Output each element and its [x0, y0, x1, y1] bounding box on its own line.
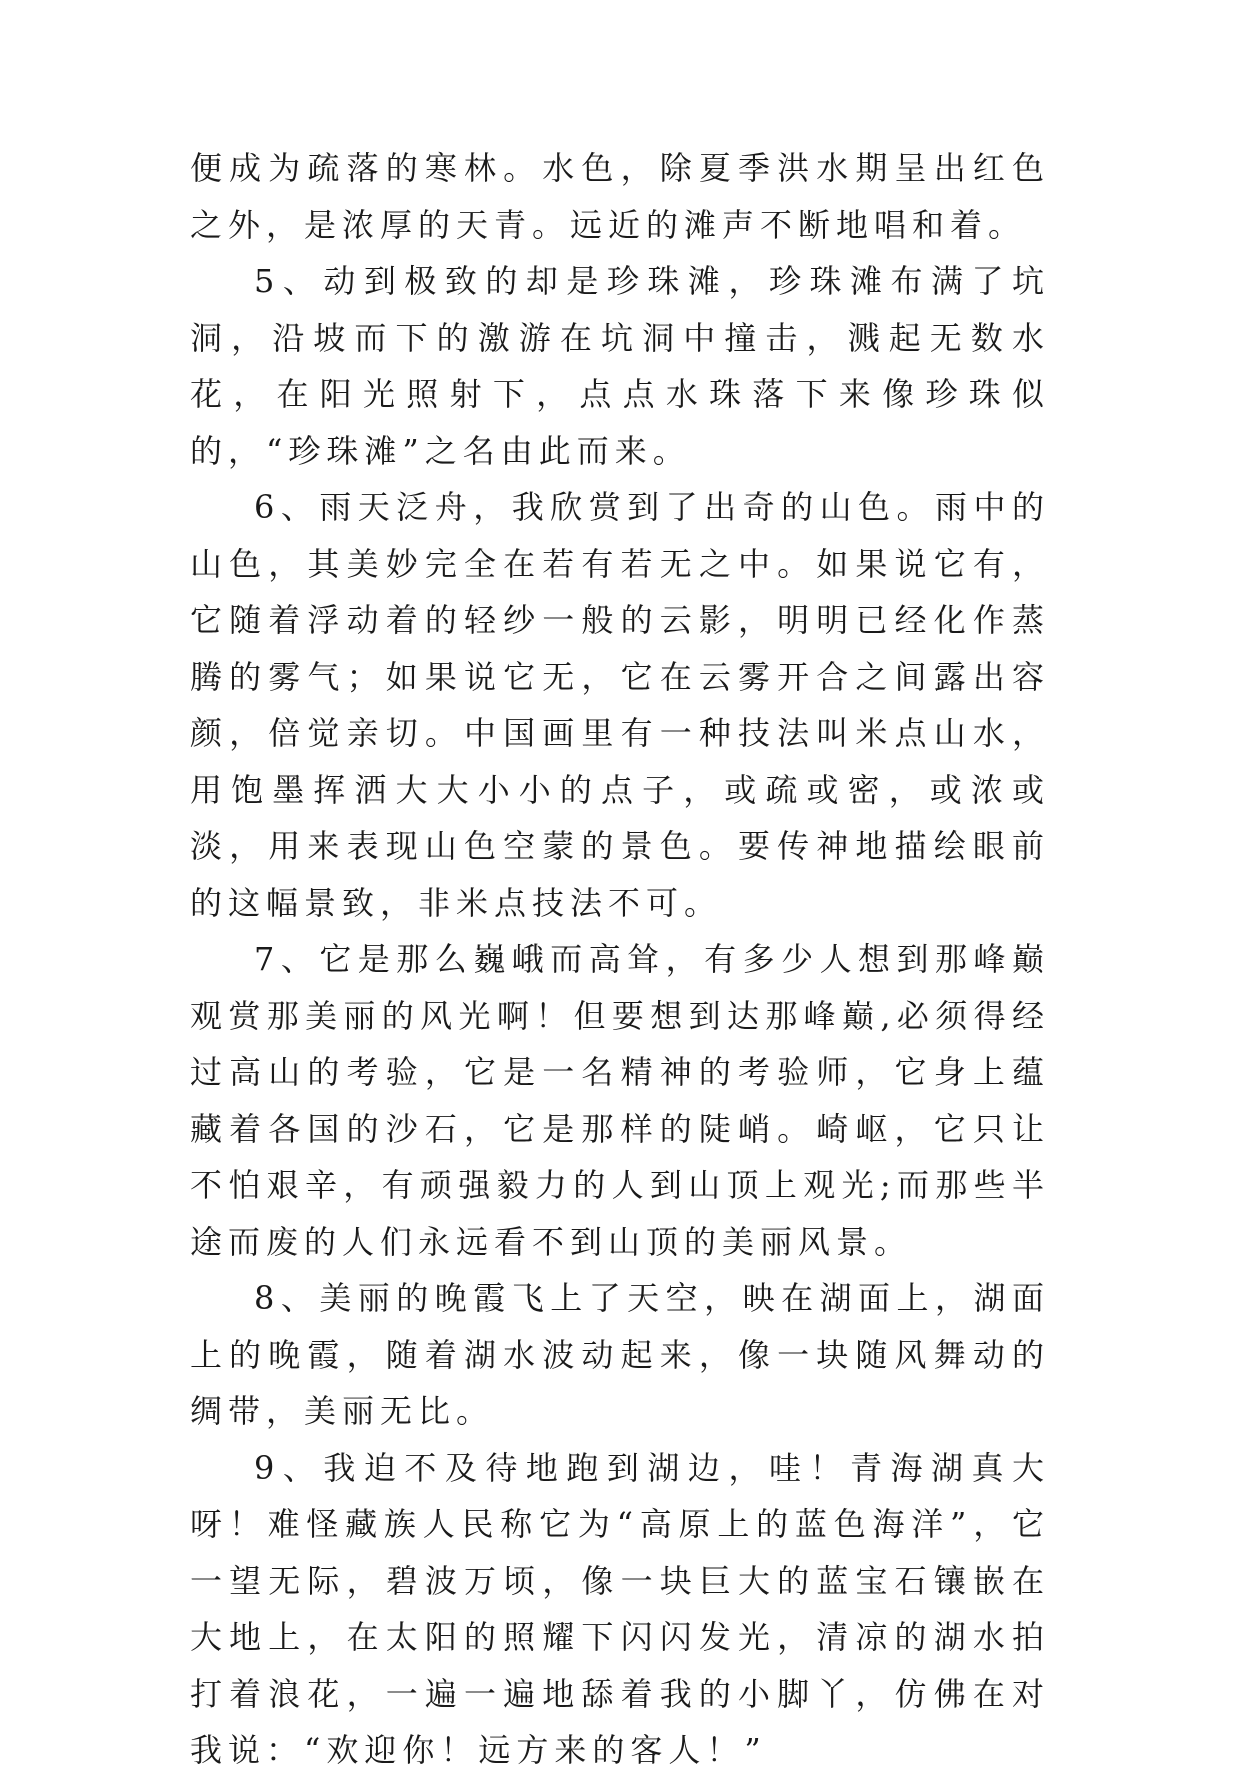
paragraph-9: 9、我迫不及待地跑到湖边，哇！青海湖真大呀！难怪藏族人民称它为“高原上的蓝色海洋”，它一望无际，碧波万顷，像一块巨大的蓝宝石镶嵌在大地上，在太阳的照耀下闪闪发光，清凉的湖水拍打着浪花，一遍一遍地舔着我的小脚丫，仿佛在对我说：“欢迎你！远方来的客人！”	[190, 1448, 1050, 1769]
paragraph-6: 6、雨天泛舟，我欣赏到了出奇的山色。雨中的山色，其美妙完全在若有若无之中。如果说它有，它随着浮动着的轻纱一般的云影，明明已经化作蒸腾的雾气；如果说它无，它在云雾开合之间露出容颜，倍觉亲切。中国画里有一种技法叫米点山水，用饱墨挥洒大大小小的点子，或疏或密，或浓或淡，用来表现山色空蒙的景色。要传神地描绘眼前的这幅景致，非米点技法不可。	[190, 488, 1050, 922]
paragraph-continuation: 便成为疏落的寒林。水色，除夏季洪水期呈出红色之外，是浓厚的天青。远近的滩声不断地唱和着。	[190, 149, 1050, 244]
paragraph-5: 5、动到极致的却是珍珠滩，珍珠滩布满了坑洞，沿坡而下的激游在坑洞中撞击，溅起无数水花，在阳光照射下，点点水珠落下来像珍珠似的，“珍珠滩”之名由此而来。	[190, 262, 1050, 470]
paragraph-8: 8、美丽的晚霞飞上了天空，映在湖面上，湖面上的晚霞，随着湖水波动起来，像一块随风舞动的绸带，美丽无比。	[190, 1279, 1050, 1430]
paragraph-7: 7、它是那么巍峨而高耸，有多少人想到那峰巅观赏那美丽的风光啊！但要想到达那峰巅,必须得经过高山的考验，它是一名精神的考验师，它身上蕴藏着各国的沙石，它是那样的陡峭。崎岖，它只让不怕艰辛，有顽强毅力的人到山顶上观光;而那些半途而废的人们永远看不到山顶的美丽风景。	[190, 940, 1050, 1261]
document-page	[190, 140, 1050, 1779]
